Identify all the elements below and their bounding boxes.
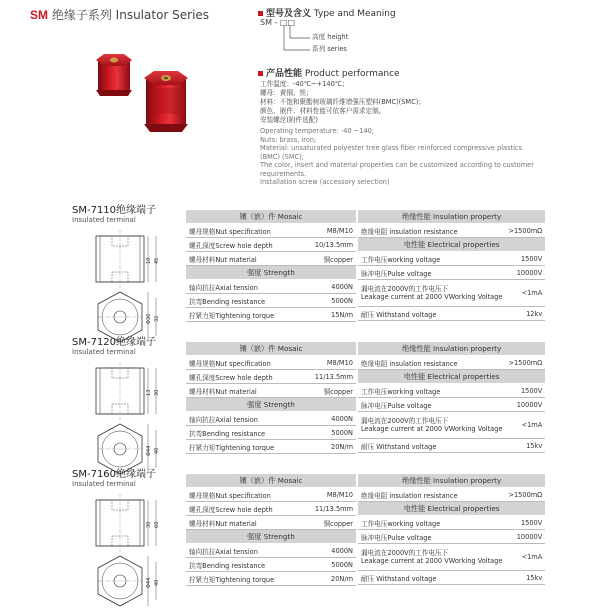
perf-cn-line: 颜色、嵌件、材料性能可依客户需求定制。 [260,107,386,115]
spec-label: 绝缘电阻 insulation resistance [358,488,505,502]
spec-label: 螺母材料Nut material [186,384,301,398]
insulation-electrical-table [358,342,545,453]
performance-cn-list [260,80,425,125]
spec-label: 绝缘电阻 insulation resistance [358,356,505,370]
spec-value: <1mA [505,544,545,571]
spec-value: >1500mΩ [505,224,545,238]
model-en: Insulated terminal [72,480,136,488]
dim-height-label: 60 [154,521,160,528]
spec-label: 螺孔深度Screw hole depth [186,502,301,516]
spec-label: 拧紧力矩Tightening torque [186,572,301,586]
dim-inner-label: 40 [154,579,160,586]
spec-label: 拧紧力矩Tightening torque [186,440,301,454]
title-cn: 绝缘子系列 [51,8,112,22]
terminal-drawing [86,228,170,352]
series-label: 系列 series [312,45,347,53]
spec-value: 10000V [505,398,545,412]
spec-label: 漏电流在2000V的工作电压下 Leakage current at 2000 VWorking Voltage [358,544,505,571]
model-cn: SM-7120绝缘端子 [72,337,157,348]
insulation-header: 绝缘性能 Insulation property [358,342,545,356]
spec-value: 10/13.5mm [301,238,356,252]
page-title [30,6,209,23]
model-en: Insulated terminal [72,348,136,356]
spec-label: 轴向抗拉Axial tension [186,280,301,294]
electrical-header: 电性能 Electrical properties [358,238,545,252]
spec-value: 11/13.5mm [301,370,356,384]
dim-outer-label: Φ36 [146,313,152,324]
terminal-drawing [86,492,170,616]
height-label: 高度 height [312,33,349,41]
spec-label: 轴向抗拉Axial tension [186,544,301,558]
spec-value: 5000N [301,426,356,440]
spec-value: 4000N [301,544,356,558]
model-title [72,338,156,356]
dim-height-label: 45 [154,257,160,264]
spec-value: 15kv [505,571,545,585]
spec-label: 螺孔深度Screw hole depth [186,370,301,384]
insulator-photo [88,44,208,140]
spec-label: 工作电压working voltage [358,384,505,398]
dim-outer-label: Φ44 [146,577,152,588]
title-en: Insulator Series [115,8,210,22]
spec-label: 脉冲电压Pulse voltage [358,530,505,544]
bullet-icon [258,71,263,76]
spec-label: 脉冲电压Pulse voltage [358,266,505,280]
dim-body-label: 10 [146,257,152,264]
spec-label: 工作电压working voltage [358,252,505,266]
spec-label: 漏电流在2000V的工作电压下 Leakage current at 2000 VWorking Voltage [358,412,505,439]
strength-header: 强度 Strength [186,266,356,280]
insulation-electrical-table [358,210,545,321]
spec-value: 15kv [505,439,545,453]
spec-value: 铜copper [301,384,356,398]
spec-label: 抗弯Bending resistance [186,294,301,308]
spec-value: 5000N [301,558,356,572]
insulation-electrical-table [358,474,545,585]
strength-header: 强度 Strength [186,398,356,412]
insulation-header: 绝缘性能 Insulation property [358,474,545,488]
mosaic-strength-table [186,342,356,454]
perf-en-line: Material: unsaturated polyester tree glass fiber reinforced compressive plastics [260,144,522,152]
spec-label: 轴向抗拉Axial tension [186,412,301,426]
spec-value: 20N/m [301,440,356,454]
spec-label: 螺母规格Nut specification [186,356,301,370]
spec-value: 4000N [301,280,356,294]
spec-value: <1mA [505,280,545,307]
spec-value: 1500V [505,252,545,266]
spec-label: 耐压 Withstand voltage [358,571,505,585]
spec-label: 螺母规格Nut specification [186,488,301,502]
spec-label: 耐压 Withstand voltage [358,439,505,453]
electrical-header: 电性能 Electrical properties [358,502,545,516]
spec-label: 耐压 Withstand voltage [358,307,505,321]
spec-value: 铜copper [301,516,356,530]
perf-en-line: Nuts: brass, iron; [260,135,317,144]
spec-label: 抗弯Bending resistance [186,426,301,440]
mosaic-strength-table [186,474,356,586]
spec-label: 绝缘电阻 insulation resistance [358,224,505,238]
spec-label: 抗弯Bending resistance [186,558,301,572]
performance-heading: 产品性能 Product performance [258,66,400,79]
spec-value: 20N/m [301,572,356,586]
mosaic-header: 镶（嵌）件 Mosaic [186,342,356,356]
perf-en-line: (BMC) (SMC); [260,152,304,161]
perf-en-line: The color, insert and material properties can be customized according to customer [260,161,534,169]
spec-label: 脉冲电压Pulse voltage [358,398,505,412]
dim-inner-label: 40 [154,447,160,454]
model-cn: SM-7110绝缘端子 [72,205,157,216]
brand-label: SM [30,8,48,22]
perf-cn-line: 螺母：黄铜、铁； [260,89,313,97]
spec-value: 12kv [505,307,545,321]
spec-value: M8/M10 [301,224,356,238]
model-en: Insulated terminal [72,216,136,224]
spec-label: 螺孔深度Screw hole depth [186,238,301,252]
spec-value: 10000V [505,530,545,544]
mosaic-header: 镶（嵌）件 Mosaic [186,210,356,224]
mosaic-strength-table [186,210,356,322]
spec-label: 漏电流在2000V的工作电压下 Leakage current at 2000 VWorking Voltage [358,280,505,307]
dim-body-label: 30 [146,521,152,528]
performance-en-list [260,127,534,187]
spec-value: 4000N [301,412,356,426]
model-title [72,206,156,224]
spec-value: 5000N [301,294,356,308]
spec-label: 螺母规格Nut specification [186,224,301,238]
model-cn: SM-7160绝缘端子 [72,469,157,480]
spec-label: 螺母材料Nut material [186,516,301,530]
type-meaning-heading: 型号及含义 Type and Meaning [258,6,396,19]
terminal-drawing [86,360,170,484]
dim-inner-label: 32 [154,315,160,322]
dim-height-label: 30 [154,389,160,396]
spec-value: 10000V [505,266,545,280]
perf-cn-line: 安装螺丝(附件选配) [260,116,318,124]
perf-en-line: Installation screw (accessory selection) [260,178,390,186]
perf-cn-line: 工作温度：-40℃~+140℃； [260,80,349,88]
model-title [72,470,156,488]
type-code: SM - □□ [260,18,296,27]
spec-value: M8/M10 [301,356,356,370]
spec-value: >1500mΩ [505,356,545,370]
insulation-header: 绝缘性能 Insulation property [358,210,545,224]
spec-label: 拧紧力矩Tightening torque [186,308,301,322]
perf-cn-line: 材料：不饱和聚酯树玻璃纤维增强压塑料(BMC)(SMC)； [260,98,425,106]
spec-value: M8/M10 [301,488,356,502]
perf-en-line: requirements. [260,169,307,178]
electrical-header: 电性能 Electrical properties [358,370,545,384]
spec-value: >1500mΩ [505,488,545,502]
mosaic-header: 镶（嵌）件 Mosaic [186,474,356,488]
bullet-icon [258,11,263,16]
spec-value: <1mA [505,412,545,439]
dim-outer-label: Φ44 [146,445,152,456]
spec-value: 11/13.5mm [301,502,356,516]
spec-label: 工作电压working voltage [358,516,505,530]
spec-value: 1500V [505,516,545,530]
dim-body-label: 13 [146,389,152,396]
spec-value: 15N/m [301,308,356,322]
spec-value: 1500V [505,384,545,398]
perf-en-line: Operating temperature: -40 ~140; [260,127,375,135]
strength-header: 强度 Strength [186,530,356,544]
spec-label: 螺母材料Nut material [186,252,301,266]
spec-value: 铜copper [301,252,356,266]
